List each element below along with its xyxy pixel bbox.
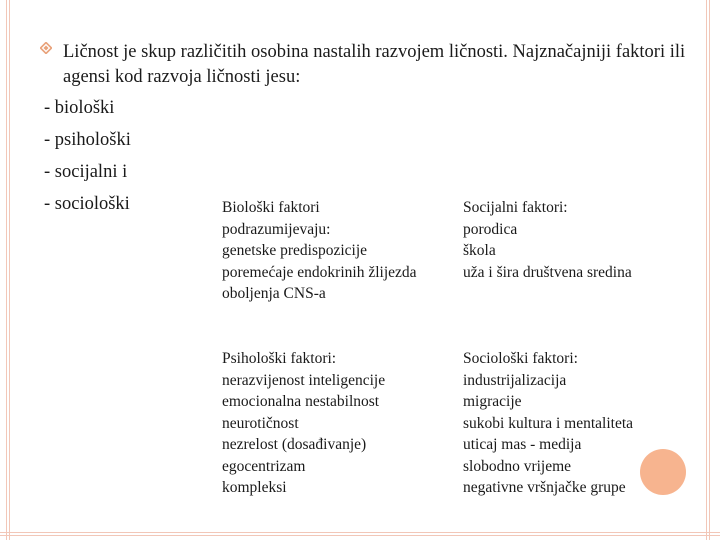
frame-line-right	[706, 0, 707, 540]
psychological-factors-block	[222, 348, 385, 499]
block-heading: Biološki faktori	[222, 199, 320, 216]
block-heading: Psihološki faktori:	[222, 350, 337, 367]
orange-circle-decoration	[640, 449, 686, 495]
block-line: nerazvijenost inteligencije	[222, 371, 386, 389]
block-line: genetske predispozicije	[222, 242, 368, 259]
block-line: poremećaje endokrinih žlijezda	[222, 263, 417, 281]
factors-list	[44, 92, 244, 220]
block-line: negativne vršnjačke grupe	[463, 479, 626, 496]
list-item: - socijalni i	[44, 162, 128, 182]
diamond-bullet-icon	[40, 42, 52, 54]
social-factors-block	[463, 197, 632, 283]
block-line: sukobi kultura i mentaliteta	[463, 414, 634, 432]
frame-line-bottom-outer	[0, 535, 720, 536]
block-heading: Sociološki faktori:	[463, 350, 578, 367]
frame-line-left	[6, 0, 7, 540]
block-line: oboljenja CNS-a	[222, 285, 326, 302]
block-line: uticaj mas - medija	[463, 436, 582, 453]
block-line: podrazumijevaju:	[222, 220, 331, 238]
intro-paragraph: Ličnost je skup različitih osobina nastalih razvojem ličnosti. Najznačajniji faktori ili agensi kod razvoja ličnosti jesu:	[63, 42, 686, 87]
block-line: kompleksi	[222, 479, 287, 496]
block-line: industrijalizacija	[463, 371, 567, 389]
block-line: nezrelost (dosađivanje)	[222, 436, 367, 453]
block-line: slobodno vrijeme	[463, 457, 572, 475]
frame-line-right-outer	[709, 0, 710, 540]
block-heading: Socijalni faktori:	[463, 199, 568, 216]
block-line: neurotičnost	[222, 414, 299, 432]
block-line: škola	[463, 242, 496, 259]
biological-factors-block	[222, 197, 417, 305]
list-item: - sociološki	[44, 194, 130, 214]
block-line: emocionalna nestabilnost	[222, 393, 380, 410]
frame-line-bottom	[0, 532, 720, 533]
block-line: egocentrizam	[222, 457, 306, 475]
block-line: porodica	[463, 220, 518, 238]
list-item: - psihološki	[44, 130, 131, 150]
frame-line-left-inner	[9, 0, 10, 540]
list-item: - biološki	[44, 98, 115, 118]
sociological-factors-block	[463, 348, 633, 499]
block-line: uža i šira društvena sredina	[463, 263, 632, 281]
block-line: migracije	[463, 393, 522, 410]
